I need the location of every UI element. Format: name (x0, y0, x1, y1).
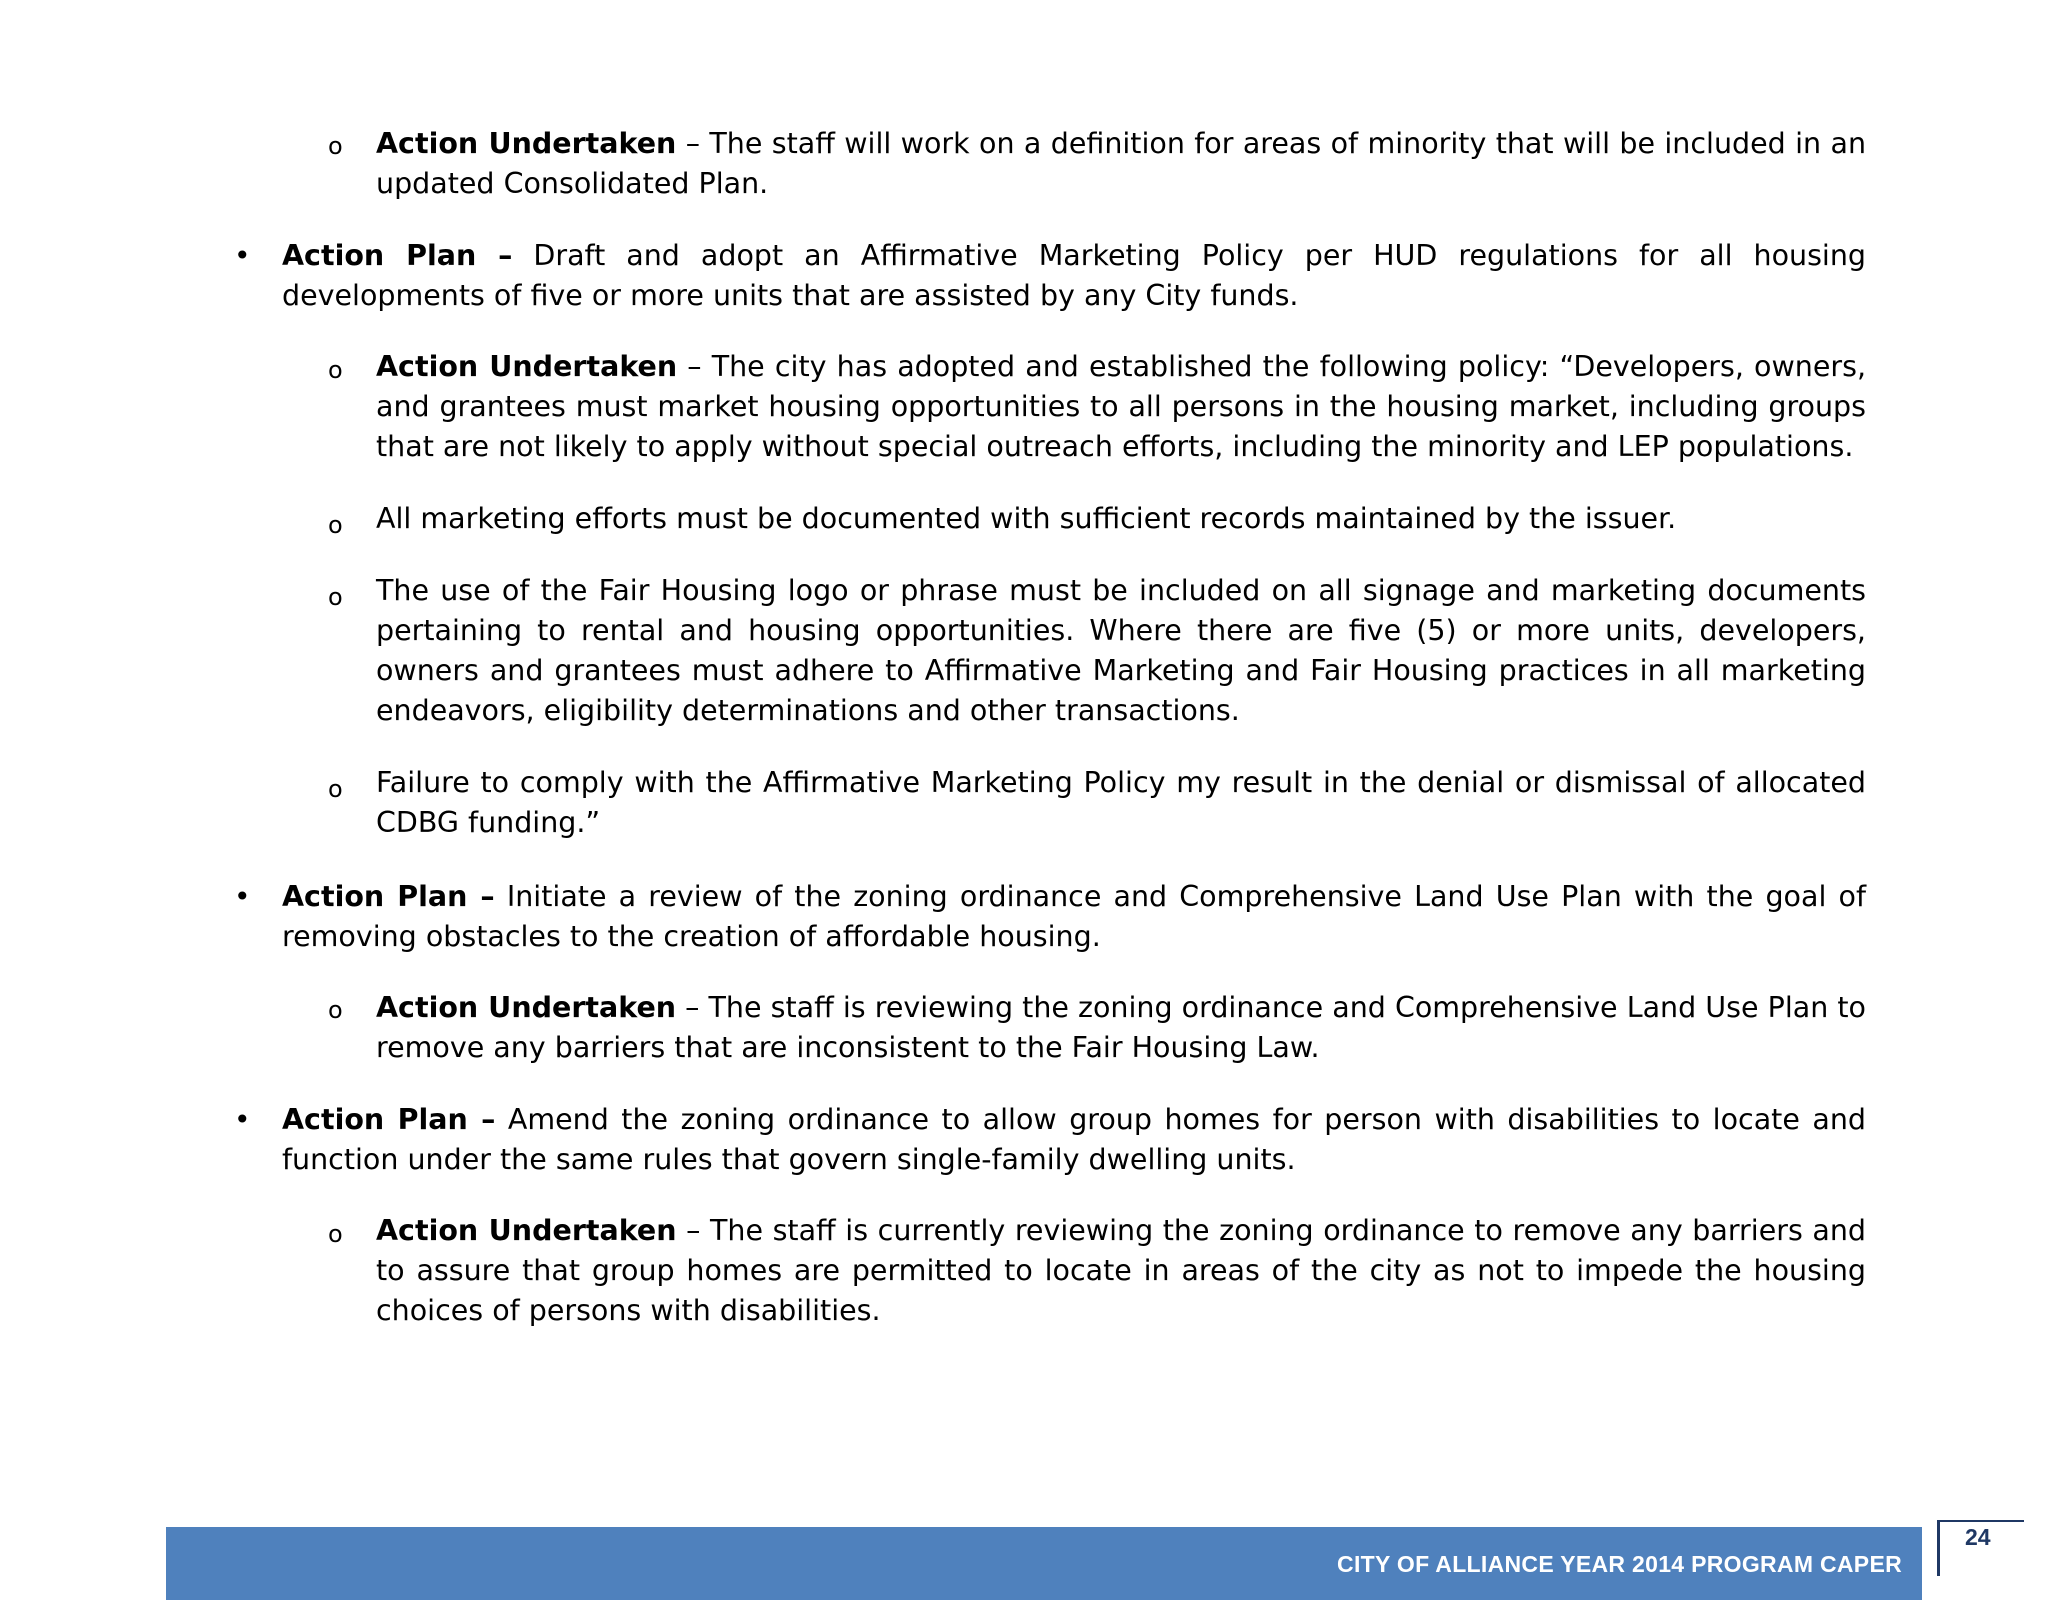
page-number-rule-horizontal (1937, 1520, 2024, 1522)
action-plan-item (282, 1100, 1866, 1180)
item-label: Action Plan – (282, 239, 513, 272)
footer-title: CITY OF ALLIANCE YEAR 2014 PROGRAM CAPER (1337, 1551, 1902, 1577)
action-undertaken-item (376, 347, 1866, 467)
item-label: Action Undertaken (376, 127, 677, 160)
item-text: – The staff is reviewing the zoning ordinance and Comprehensive Land Use Plan to remove any barriers that are inconsistent to the Fair Housing Law. (376, 991, 1866, 1064)
item-text: – The city has adopted and established the following policy: “Developers, owners, and grantees must market housing opportunities to all persons in the housing market, including groups that are not likely to apply without special outreach efforts, including the minority and LEP populations. (376, 350, 1867, 463)
action-undertaken-item (376, 124, 1866, 204)
circle-bullet-icon: o (328, 356, 343, 384)
item-text: – The staff will work on a definition for areas of minority that will be included in an updated Consolidated Plan. (376, 127, 1867, 200)
footer-bar (166, 1527, 1922, 1600)
disc-bullet-icon: • (234, 239, 251, 272)
item-label: Action Undertaken (376, 991, 677, 1024)
item-text: – The staff is currently reviewing the zoning ordinance to remove any barriers and to assure that group homes are permitted to locate in areas of the city as not to impede the housing choices of persons with disabilities. (376, 1214, 1866, 1327)
policy-item (376, 571, 1866, 731)
item-label: Action Undertaken (376, 1214, 677, 1247)
item-label: Action Plan – (282, 880, 495, 913)
page-number-rule-vertical (1937, 1521, 1940, 1576)
action-undertaken-item (376, 1211, 1866, 1331)
circle-bullet-icon: o (328, 1220, 343, 1248)
circle-bullet-icon: o (328, 775, 343, 803)
policy-item (376, 763, 1866, 843)
policy-item (376, 499, 1866, 539)
item-text: Amend the zoning ordinance to allow group homes for person with disabilities to locate and function under the same rules that govern single-family dwelling units. (282, 1103, 1866, 1176)
item-label: Action Undertaken (376, 350, 678, 383)
disc-bullet-icon: • (234, 880, 251, 913)
circle-bullet-icon: o (328, 511, 343, 539)
item-text: All marketing efforts must be documented with sufficient records maintained by the issuer. (376, 502, 1677, 535)
page-number: 24 (1965, 1524, 1991, 1550)
item-text: The use of the Fair Housing logo or phrase must be included on all signage and marketing documents pertaining to rental and housing opportunities. Where there are five (5) or more units, developers, owners and grantees must adhere to Affirmative Marketing and Fair Housing practices in all marketing endeavors, eligibility determinations and other transactions. (376, 574, 1866, 727)
action-undertaken-item (376, 988, 1866, 1068)
circle-bullet-icon: o (328, 583, 343, 611)
action-plan-item (282, 877, 1866, 957)
item-label: Action Plan – (282, 1103, 496, 1136)
action-plan-item (282, 236, 1866, 316)
disc-bullet-icon: • (234, 1103, 251, 1136)
circle-bullet-icon: o (328, 996, 343, 1024)
circle-bullet-icon: o (328, 132, 343, 160)
item-text: Failure to comply with the Affirmative Marketing Policy my result in the denial or dismissal of allocated CDBG funding.” (376, 766, 1866, 839)
item-text: Draft and adopt an Affirmative Marketing Policy per HUD regulations for all housing developments of five or more units that are assisted by any City funds. (282, 239, 1866, 312)
item-text: Initiate a review of the zoning ordinance and Comprehensive Land Use Plan with the goal of removing obstacles to the creation of affordable housing. (282, 880, 1866, 953)
